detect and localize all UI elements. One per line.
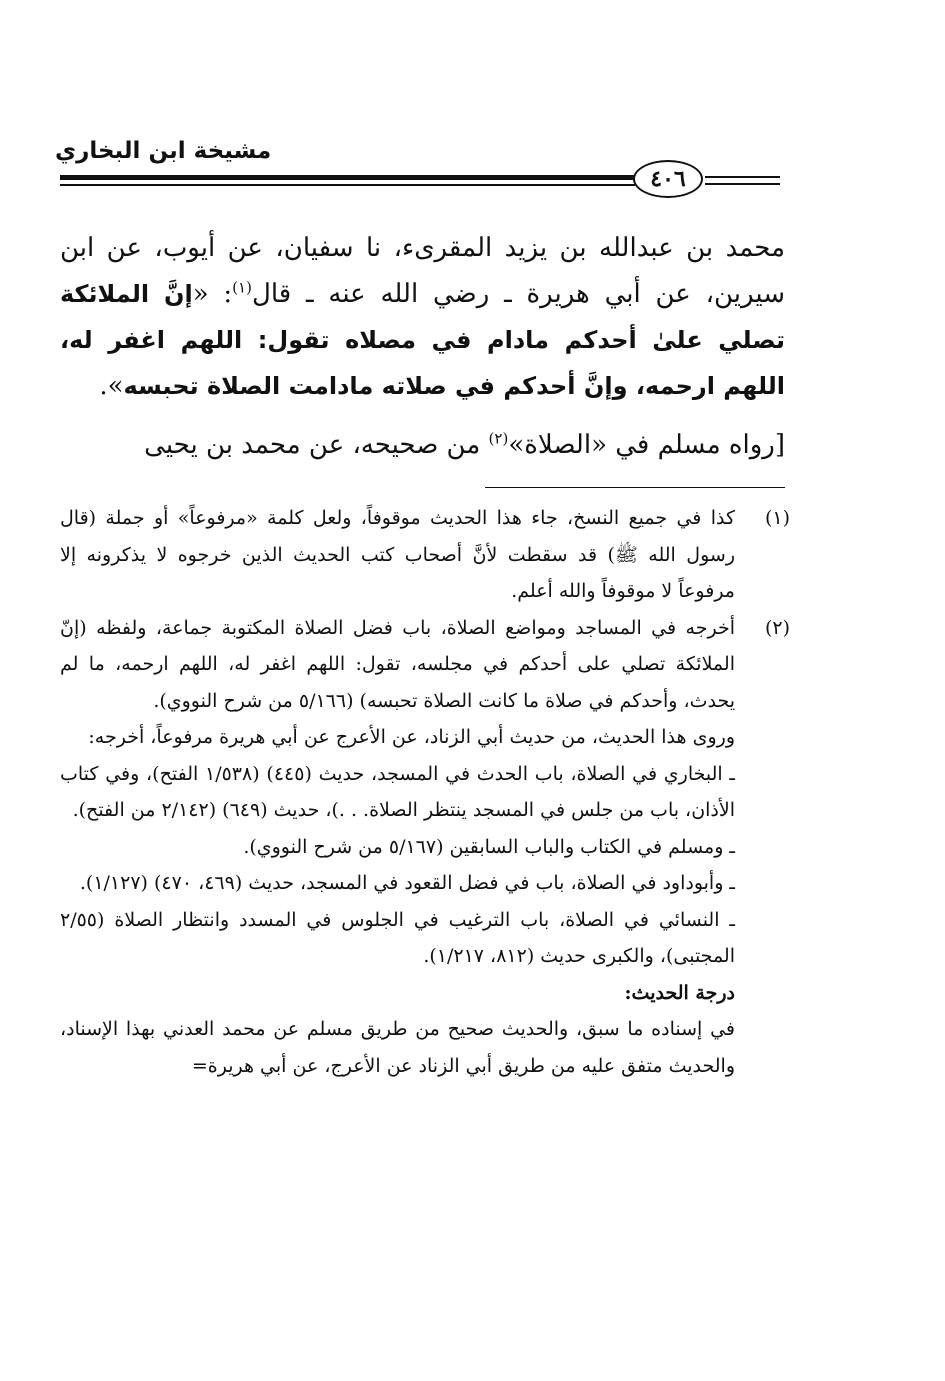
narration-pre: [رواه مسلم في «الصلاة»: [508, 430, 785, 460]
main-paragraph: [60, 225, 785, 409]
footnote-paragraph: أخرجه في المساجد ومواضع الصلاة، باب فضل الصلاة المكتوبة جماعة، ولفظه (إنّ الملائكة تصلي على أحدكم في مجلسه، تقول: اللهم اغفر له، اللهم ارحمه، ما لم يحدث، وأحدكم في صلاة ما كانت الصلاة تحبسه) (٥/١٦٦ من شرح النووي).: [60, 616, 735, 712]
footnotes: [60, 500, 790, 1084]
isnad-chain: محمد بن عبدالله بن يزيد المقرىء، نا سفيان، عن أيوب، عن ابن سيرين، عن أبي هريرة ـ رضي الله عنه ـ قال: [60, 233, 786, 309]
header-rule-right-top: [705, 176, 780, 178]
footnote-paragraph: كذا في جميع النسخ، جاء هذا الحديث موقوفاً، ولعل كلمة «مرفوعاً» أو جملة (قال رسول الله ﷺ) قد سقطت لأنَّ أصحاب كتب الحديث الذين خرجوه لا يذكرونه إلا مرفوعاً لا موقوفاً والله أعلم.: [60, 507, 735, 602]
footnote-number: (١): [764, 507, 790, 529]
chain-separator: : «: [192, 279, 233, 309]
header-rule-thick: [60, 175, 635, 180]
header-rule-right-bottom: [705, 183, 780, 185]
footnote-paragraph: ـ وأبوداود في الصلاة، باب في فضل القعود في المسجد، حديث (٤٦٩، ٤٧٠) (١/١٢٧).: [79, 872, 735, 894]
running-head-title: مشيخة ابن البخاري: [55, 138, 272, 164]
main-text: [60, 225, 785, 409]
footnote-2: [60, 610, 790, 1085]
page-number: ٤٠٦: [633, 160, 703, 198]
header-rule-left: [60, 175, 635, 186]
footnote-paragraph: ـ النسائي في الصلاة، باب الترغيب في الجلوس في المسدد وانتظار الصلاة (٢/٥٥ المجتبى)، والكبرى حديث (٨١٢، ١/٢١٧).: [60, 908, 735, 967]
footnote-1: [60, 500, 790, 610]
footnote-ref-1: (١): [232, 278, 252, 297]
footnote-separator: [485, 487, 785, 488]
footnote-body: [60, 610, 735, 1085]
footnote-body: [60, 500, 735, 610]
hadith-text: إنَّ الملائكة تصلي علىٰ أحدكم مادام في مصلاه تقول: اللهم اغفر له، اللهم ارحمه، وإنَّ أحدكم في صلاته مادامت الصلاة تحبسه: [60, 280, 785, 400]
hadith-close: ».: [99, 371, 124, 401]
grade-heading: درجة الحديث:: [624, 981, 735, 1004]
footnote-paragraph: ـ ومسلم في الكتاب والباب السابقين (٥/١٦٧ من شرح النووي).: [243, 835, 735, 858]
header-rule-right: [705, 176, 780, 185]
narration-line: [60, 422, 785, 468]
header-rule-thin: [60, 184, 635, 186]
footnote-paragraph: ـ البخاري في الصلاة، باب الحدث في المسجد، حديث (٤٤٥) (١/٥٣٨ الفتح)، وفي كتاب الأذان، باب من جلس في المسجد ينتظر الصلاة. . .)، حديث (٦٤٩) (٢/١٤٢ من الفتح).: [60, 762, 735, 821]
footnote-ref-2: (٢): [488, 429, 509, 448]
narration-post: من صحيحه، عن محمد بن يحيى: [144, 430, 489, 460]
footnote-number: (٢): [764, 616, 790, 639]
grade-text: في إسناده ما سبق، والحديث صحيح من طريق مسلم عن محمد العدني بهذا الإسناد، والحديث متفق عليه من طريق أبي الزناد عن الأعرج، عن أبي هريرة=: [60, 1018, 735, 1077]
footnote-paragraph: وروى هذا الحديث، من حديث أبي الزناد، عن الأعرج عن أبي هريرة مرفوعاً، أخرجه:: [88, 726, 735, 748]
